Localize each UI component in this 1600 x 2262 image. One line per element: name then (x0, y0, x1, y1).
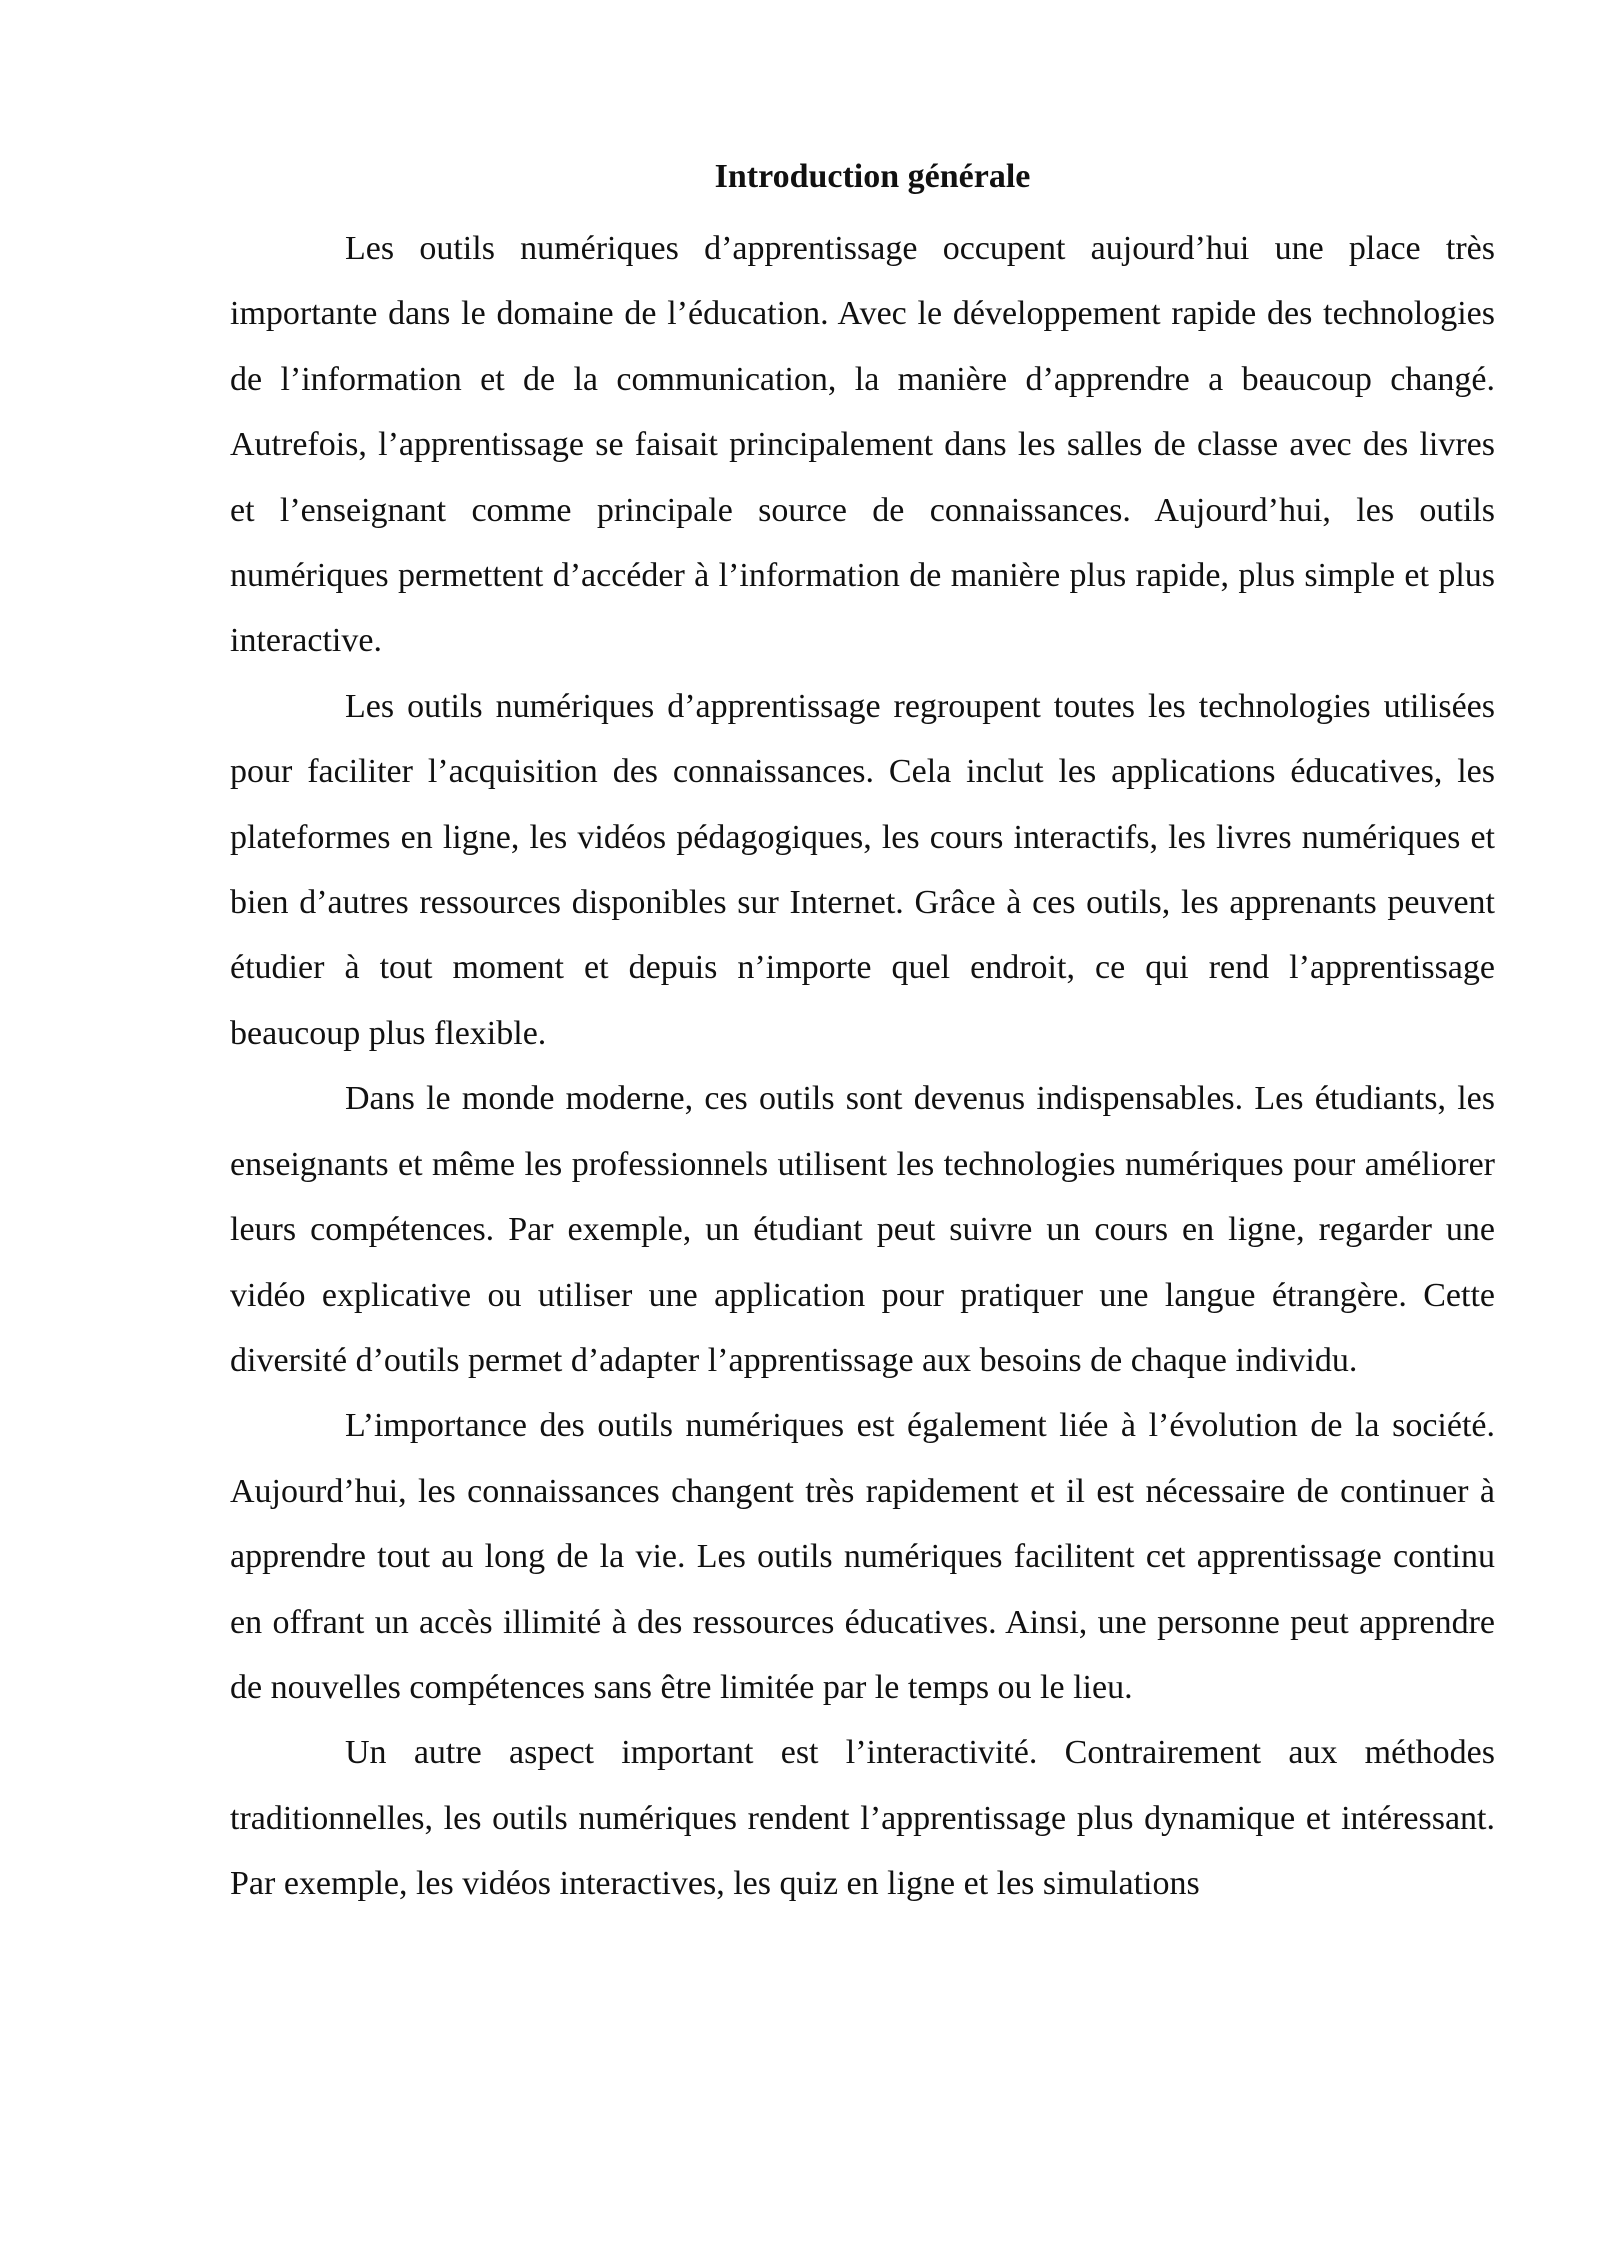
paragraph-2: Les outils numériques d’apprentissage regroupent toutes les technologies utilisées pour faciliter l’acquisition des connaissances. Cela inclut les applications éducatives, les plateformes en ligne, les vidéos pédagogiques, les cours interactifs, les livres numériques et bien d’autres ressources disponibles sur Internet. Grâce à ces outils, les apprenants peuvent étudier à tout moment et depuis n’importe quel endroit, ce qui rend l’apprentissage beaucoup plus flexible. (230, 687, 1495, 1052)
document-body (230, 152, 1495, 1917)
paragraph-3: Dans le monde moderne, ces outils sont devenus indispensables. Les étudiants, les enseignants et même les professionnels utilisent les technologies numériques pour améliorer leurs compétences. Par exemple, un étudiant peut suivre un cours en ligne, regarder une vidéo explicative ou utiliser une application pour pratiquer une langue étrangère. Cette diversité d’outils permet d’adapter l’apprentissage aux besoins de chaque individu. (230, 1080, 1495, 1379)
document-title: Introduction générale (714, 158, 1031, 195)
paragraph-4: L’importance des outils numériques est également liée à l’évolution de la société. Aujourd’hui, les connaissances changent très rapidement et il est nécessaire de continuer à apprendre tout au long de la vie. Les outils numériques facilitent cet apprentissage continu en offrant un accès illimité à des ressources éducatives. Ainsi, une personne peut apprendre de nouvelles compétences sans être limitée par le temps ou le lieu. (230, 1407, 1495, 1706)
paragraph-5: Un autre aspect important est l’interactivité. Contrairement aux méthodes traditionnelles, les outils numériques rendent l’apprentissage plus dynamique et intéressant. Par exemple, les vidéos interactives, les quiz en ligne et les simulations (230, 1734, 1495, 1903)
paragraph-1: Les outils numériques d’apprentissage occupent aujourd’hui une place très importante dans le domaine de l’éducation. Avec le développement rapide des technologies de l’information et de la communication, la manière d’apprendre a beaucoup changé. Autrefois, l’apprentissage se faisait principalement dans les salles de classe avec des livres et l’enseignant comme principale source de connaissances. Aujourd’hui, les outils numériques permettent d’accéder à l’information de manière plus rapide, plus simple et plus interactive. (230, 230, 1495, 660)
